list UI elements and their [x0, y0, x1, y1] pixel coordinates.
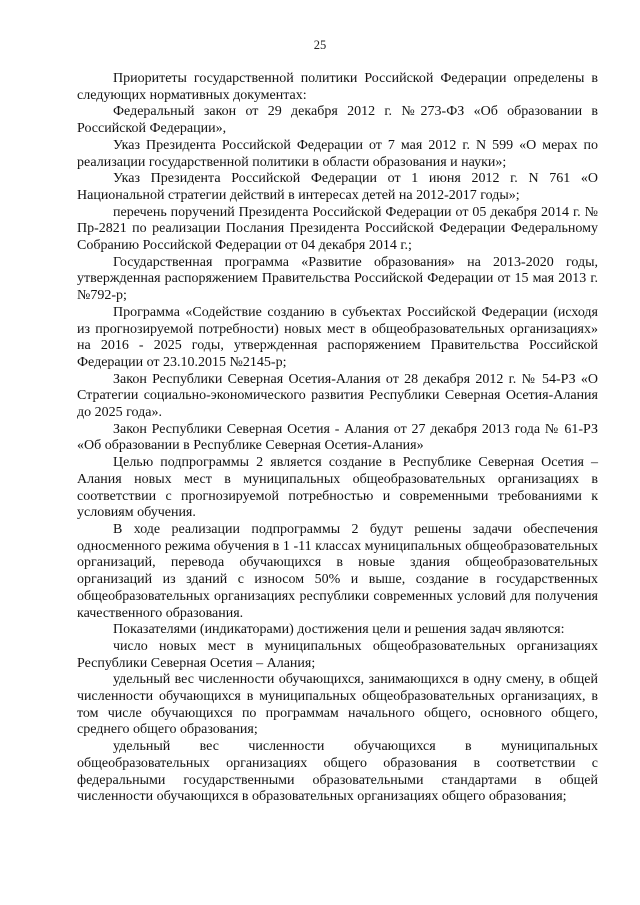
paragraph-priorities-intro: Приоритеты государственной политики Российской Федерации определены в следующих нормативных документах:	[77, 71, 598, 103]
paragraph-subprogram-goal: Целью подпрограммы 2 является создание в Республике Северная Осетия – Алания новых мест в муниципальных общеобразовательных организациях в соответствии с прогнозируемой потребностью и современными требованиями к условиям обучения.	[77, 455, 598, 521]
paragraph-law-54-rz: Закон Республики Северная Осетия-Алания от 28 декабря 2012 г. № 54-РЗ «О Стратегии социально-экономического развития Республики Северная Осетия-Алания до 2025 года».	[77, 371, 598, 421]
paragraph-federal-law-273: Федеральный закон от 29 декабря 2012 г. №273-ФЗ «Об образовании в Российской Федерации»,	[77, 104, 598, 137]
paragraph-instructions-pr-2821: перечень поручений Президента Российской Федерации от 05 декабря 2014 г. № Пр-2821 по реализации Послания Президента Российской Федерации Федеральному Собранию Российской Федерации от 04 декабря 2014 г.;	[77, 204, 598, 254]
paragraph-law-61-rz: Закон Республики Северная Осетия - Алания от 27 декабря 2013 года № 61-РЗ «Об образовании в Республике Северная Осетия-Алания»	[77, 421, 598, 454]
paragraph-indicator-fgos: удельный вес численности обучающихся в муниципальных общеобразовательных организациях общего образования в соответствии с федеральными государственными образовательными стандартами в общей численности обучающихся в образовательных организациях общего образования;	[77, 739, 598, 805]
paragraph-indicator-new-places: число новых мест в муниципальных общеобразовательных организациях Республики Северная Осетия – Алания;	[77, 638, 598, 671]
paragraph-indicators-intro: Показателями (индикаторами) достижения цели и решения задач являются:	[113, 622, 565, 638]
paragraph-state-program: Государственная программа «Развитие образования» на 2013-2020 годы, утвержденная распоряжением Правительства Российской Федерации от 15 мая 2013 г. №792-р;	[77, 254, 598, 304]
paragraph-decree-761: Указ Президента Российской Федерации от 1 июня 2012 г. N 761 «О Национальной стратегии действий в интересах детей на 2012-2017 годы»;	[77, 171, 598, 203]
paragraph-decree-599: Указ Президента Российской Федерации от 7 мая 2012 г. N 599 «О мерах по реализации государственной политики в области образования и науки»;	[77, 137, 598, 170]
paragraph-subprogram-tasks: В ходе реализации подпрограммы 2 будут решены задачи обеспечения односменного режима обучения в 1 -11 классах муниципальных общеобразовательных организаций, перевода обучающихся в новые здания общеобразовательных организаций из зданий с износом 50% и выше, создание в государственных общеобразовательных организациях республики современных условий для получения качественного образования.	[77, 521, 598, 621]
page-number: 25	[313, 38, 327, 52]
paragraph-new-places-program: Программа «Содействие созданию в субъектах Российской Федерации (исходя из прогнозируемой потребности) новых мест в общеобразовательных организациях» на 2016 - 2025 годы, утвержденная распоряжением Правительства Российской Федерации от 23.10.2015 №2145-р;	[77, 304, 598, 370]
document-body	[77, 71, 598, 806]
paragraph-indicator-single-shift: удельный вес численности обучающихся, занимающихся в одну смену, в общей численности обучающихся в муниципальных общеобразовательных организациях, в том числе обучающихся по программам начального общего, основного общего, среднего общего образования;	[77, 672, 598, 738]
